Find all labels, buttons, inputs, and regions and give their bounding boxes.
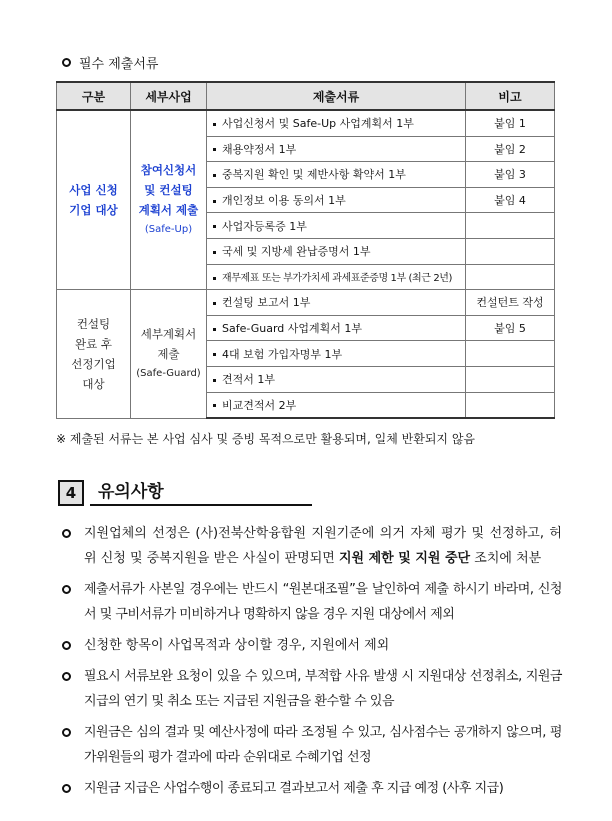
required-docs-heading [62, 53, 158, 72]
list-item [62, 720, 562, 770]
doc-text: 개인정보 이용 동의서 1부 [222, 194, 346, 208]
doc-cell [207, 110, 466, 136]
group2-sub-line1: 세부계획서 [140, 326, 197, 341]
header-subproject: 세부사업 [131, 82, 207, 110]
doc-cell [207, 366, 466, 392]
circle-bullet-icon [62, 784, 71, 793]
section4-heading [58, 480, 312, 506]
bullet-dot-icon [213, 302, 216, 305]
doc-text: 비교견적서 2부 [222, 398, 297, 412]
note-cell: 붙임 4 [466, 187, 555, 213]
list-item [62, 664, 562, 714]
note-text-part: 지원업체의 선정은 (사)전북산학융합원 지원기준에 의거 자체 평가 및 선정하고, 허위 신청 및 중복지원을 받은 사실이 판명되면 [84, 526, 562, 566]
bullet-dot-icon [213, 200, 216, 203]
doc-cell [207, 213, 466, 239]
doc-text: 재무제표 또는 부가가치세 과세표준증명 1부 (최근 2년) [222, 273, 453, 285]
group2-subproject [131, 290, 207, 418]
note-cell [466, 264, 555, 290]
header-documents: 제출서류 [207, 82, 466, 110]
group2-sub-line2: 제출 [157, 346, 180, 361]
note-text: 제출서류가 사본일 경우에는 반드시 “원본대조필”을 날인하여 제출 하시기 바라며, 신청서 및 구비서류가 미비하거나 명확하지 않을 경우 지원 대상에서 제외 [84, 582, 562, 622]
table-header-row [57, 82, 555, 110]
note-cell [466, 341, 555, 367]
doc-text: 채용약정서 1부 [222, 142, 297, 156]
note-cell [466, 213, 555, 239]
bullet-dot-icon [213, 174, 216, 177]
section4-underline [90, 504, 312, 506]
notes-list [62, 521, 562, 807]
note-text [84, 521, 562, 571]
header-remarks: 비고 [466, 82, 555, 110]
group1-sub-line2: 및 컨설팅 [144, 183, 193, 198]
note-cell: 붙임 5 [466, 315, 555, 341]
note-cell: 붙임 2 [466, 136, 555, 162]
doc-text: 견적서 1부 [222, 373, 275, 387]
bullet-dot-icon [213, 353, 216, 356]
group1-sub-line3: 계획서 제출 [138, 203, 199, 218]
bullet-dot-icon [213, 148, 216, 151]
doc-cell [207, 315, 466, 341]
group2-cat-line3: 선정기업 [71, 356, 116, 371]
bullet-dot-icon [213, 404, 216, 407]
section4-number: 4 [58, 480, 84, 506]
doc-cell [207, 392, 466, 418]
note-cell: 컨설턴트 작성 [466, 290, 555, 316]
doc-cell [207, 238, 466, 264]
list-item [62, 521, 562, 571]
doc-text: 중복지원 확인 및 제반사항 확약서 1부 [222, 168, 406, 182]
circle-bullet-icon [62, 529, 71, 538]
group1-category-text: 사업 신청 기업 대상 [69, 183, 118, 218]
note-text: 지원금 지급은 사업수행이 종료되고 결과보고서 제출 후 지급 예정 (사후 지급) [84, 781, 504, 796]
bullet-dot-icon [213, 328, 216, 331]
note-text: 지원금은 심의 결과 및 예산사정에 따라 조정될 수 있고, 심사점수는 공개하지 않으며, 평가위원들의 평가 결과에 따라 순위대로 수혜기업 선정 [84, 725, 562, 765]
circle-bullet-icon [62, 672, 71, 681]
section4-title: 유의사항 [98, 482, 164, 502]
bullet-dot-icon [213, 225, 216, 228]
note-cell [466, 238, 555, 264]
required-docs-table [56, 81, 555, 419]
note-emphasis: 지원 제한 및 지원 중단 [338, 551, 471, 566]
required-docs-title: 필수 제출서류 [79, 57, 159, 72]
group2-cat-line2: 완료 후 [75, 336, 112, 351]
bullet-dot-icon [213, 379, 216, 382]
note-text: 필요시 서류보완 요청이 있을 수 있으며, 부적합 사유 발생 시 지원대상 선정취소, 지원금 지급의 연기 및 취소 또는 지급된 지원금을 환수할 수 있음 [84, 669, 562, 709]
doc-text: 사업자등록증 1부 [222, 219, 307, 233]
doc-text: Safe-Guard 사업계획서 1부 [222, 322, 363, 336]
note-text: 신청한 항목이 사업목적과 상이할 경우, 지원에서 제외 [84, 638, 390, 653]
group2-sub-line3: (Safe-Guard) [136, 367, 201, 379]
list-item [62, 633, 562, 658]
table-row [57, 110, 555, 136]
circle-bullet-icon [62, 58, 71, 67]
doc-cell [207, 341, 466, 367]
doc-text: 4대 보험 가입자명부 1부 [222, 347, 343, 361]
circle-bullet-icon [62, 728, 71, 737]
group1-subproject [131, 110, 207, 290]
list-item [62, 577, 562, 627]
doc-text: 국세 및 지방세 완납증명서 1부 [222, 245, 371, 259]
footnote: ※ 제출된 서류는 본 사업 심사 및 증빙 목적으로만 활용되며, 일체 반환되지 않음 [56, 432, 475, 446]
doc-text: 사업신청서 및 Safe-Up 사업계획서 1부 [222, 117, 414, 131]
doc-cell [207, 187, 466, 213]
group2-cat-line1: 컨설팅 [76, 316, 111, 331]
note-cell [466, 366, 555, 392]
doc-cell [207, 290, 466, 316]
note-cell: 붙임 1 [466, 110, 555, 136]
bullet-dot-icon [213, 123, 216, 126]
circle-bullet-icon [62, 585, 71, 594]
table-row [57, 290, 555, 316]
note-text-part: 조치에 처분 [470, 551, 542, 566]
bullet-dot-icon [213, 251, 216, 254]
note-cell [466, 392, 555, 418]
group1-sub-line4: (Safe-Up) [144, 224, 193, 236]
group2-cat-line4: 대상 [82, 376, 105, 391]
group1-sub-line1: 참여신청서 [140, 163, 197, 178]
header-category: 구분 [57, 82, 131, 110]
bullet-dot-icon [213, 277, 216, 280]
list-item [62, 776, 562, 801]
doc-cell [207, 162, 466, 188]
group2-category [57, 290, 131, 418]
doc-cell [207, 264, 466, 290]
note-cell: 붙임 3 [466, 162, 555, 188]
doc-text: 컨설팅 보고서 1부 [222, 296, 311, 310]
group1-category [57, 110, 131, 290]
doc-cell [207, 136, 466, 162]
circle-bullet-icon [62, 641, 71, 650]
